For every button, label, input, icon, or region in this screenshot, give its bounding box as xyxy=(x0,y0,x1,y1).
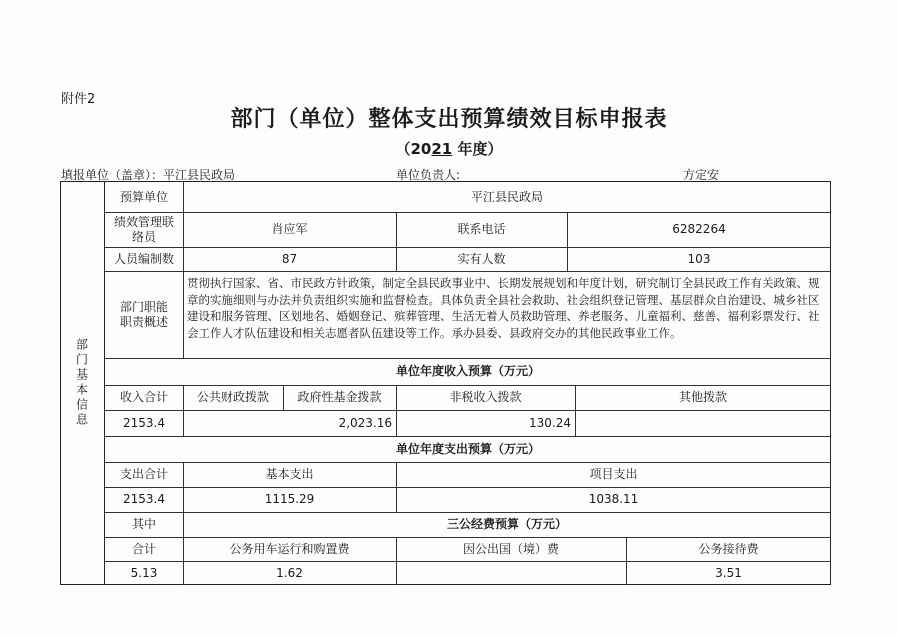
other-label: 其他拨款 xyxy=(678,390,727,404)
basic-expense-label: 基本支出 xyxy=(265,467,314,481)
among-label: 其中 xyxy=(131,517,156,531)
nontax-value: 130.24 xyxy=(529,415,571,430)
expense-heading: 单位年度支出预算（万元） xyxy=(395,441,540,456)
reception-cost-value: 3.51 xyxy=(715,565,742,580)
three-public-heading: 三公经费预算（万元） xyxy=(446,517,567,531)
budget-year xyxy=(0,138,898,159)
actual-label: 实有人数 xyxy=(457,251,506,266)
duty-label: 部门职能职责概述 xyxy=(119,299,168,329)
year-open: （20 xyxy=(395,140,432,158)
three-total-value: 5.13 xyxy=(130,565,158,580)
public-finance-label: 公共财政拨款 xyxy=(196,390,269,404)
car-cost-label: 公务用车运行和购置费 xyxy=(229,541,350,556)
nontax-label: 非税收入拨款 xyxy=(449,390,522,404)
actual-value: 103 xyxy=(687,251,711,266)
phone-value: 6282264 xyxy=(672,222,726,236)
basic-expense-value: 1115.29 xyxy=(264,492,315,506)
project-expense-value: 1038.11 xyxy=(588,492,639,506)
side-label-text: 部门基本信息 xyxy=(74,338,89,428)
unit-head-name: 方定安 xyxy=(683,168,720,182)
year-close: 年度） xyxy=(452,140,503,158)
contact-label: 绩效管理联络员 xyxy=(113,214,174,244)
staff-value: 87 xyxy=(281,251,298,266)
row-line xyxy=(105,271,831,272)
expense-total-value: 2153.4 xyxy=(123,492,165,506)
attachment-label: 附件2 xyxy=(61,92,96,107)
income-total-label: 收入合计 xyxy=(119,390,168,404)
three-total-label: 合计 xyxy=(131,541,156,556)
car-cost-value: 1.62 xyxy=(276,565,303,580)
income-total-value: 2153.4 xyxy=(123,415,165,430)
duty-text: 贯彻执行国家、省、市民政方针政策，制定全县民政事业中、长期发展规划和年度计划，研究制订全县民政工作有关政策、规章的实施细则与办法并负责组织实施和监督检查。具体负责全县社会救助、社会组织登记管理、基层群众自治建设、城乡社区建设和服务管理、区划地名、婚姻登记、殡葬管理、生活无着人员救助管理、养老服务、儿童福利、慈善、福利彩票发行、社会工作人才队伍建设和相关志愿者队伍建设等工作。承办县委、县政府交办的其他民政事业工作。 xyxy=(187,276,820,340)
gov-fund-label: 政府性基金拨款 xyxy=(297,390,382,404)
public-finance-value: 2,023.16 xyxy=(338,415,392,430)
abroad-cost-label: 因公出国（境）费 xyxy=(462,541,559,556)
phone-label: 联系电话 xyxy=(457,222,506,236)
year-number: 21 xyxy=(431,140,453,158)
expense-total-label: 支出合计 xyxy=(119,467,168,481)
budget-unit-value: 平江县民政局 xyxy=(470,189,543,204)
income-heading: 单位年度收入预算（万元） xyxy=(395,364,540,378)
staff-label: 人员编制数 xyxy=(113,251,174,266)
page-title: 部门（单位）整体支出预算绩效目标申报表 xyxy=(230,106,668,132)
project-expense-label: 项目支出 xyxy=(589,467,638,481)
side-label xyxy=(60,181,105,585)
budget-unit-label: 预算单位 xyxy=(119,189,168,204)
reception-cost-label: 公务接待费 xyxy=(698,541,759,556)
unit-head-label: 单位负责人: xyxy=(396,168,461,182)
contact-value: 肖应军 xyxy=(271,222,308,236)
filling-unit: 填报单位（盖章）：平江县民政局 xyxy=(61,168,236,182)
